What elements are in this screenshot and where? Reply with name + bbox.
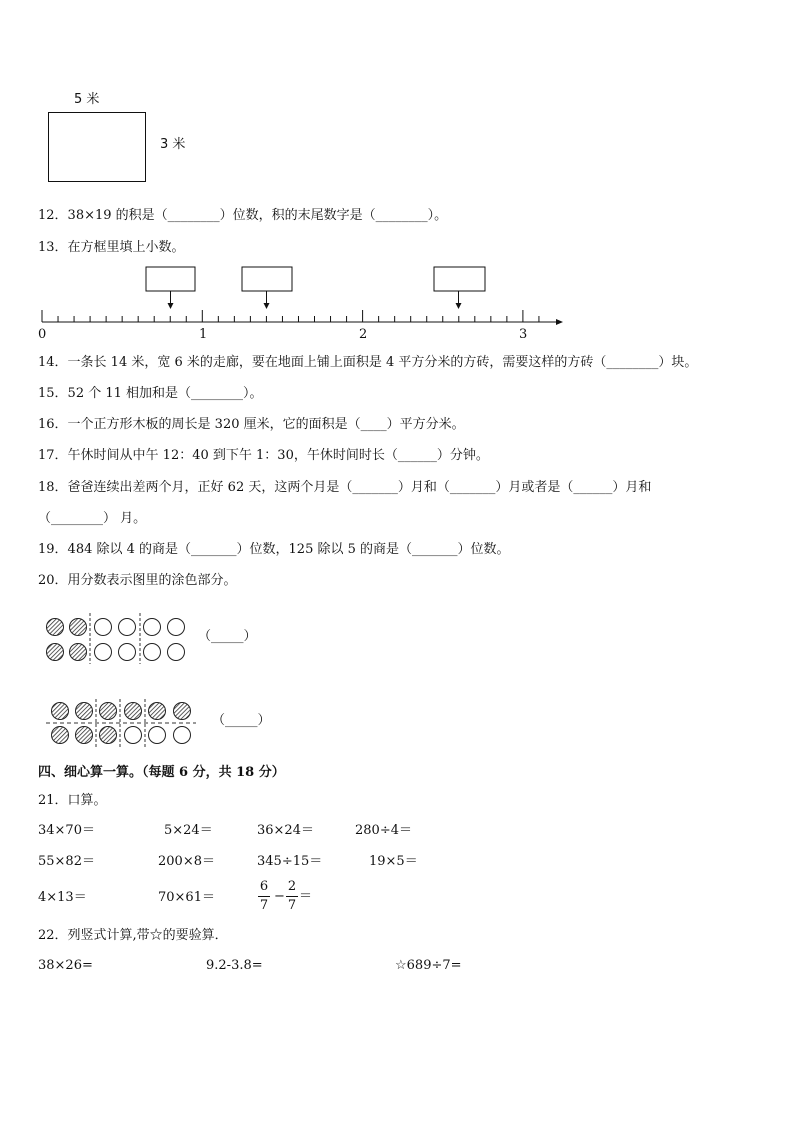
- oral-calc-9: 4×13＝: [38, 890, 87, 905]
- question-19: 19．484 除以 4 的商是（_______）位数，125 除以 5 的商是（_______）位数。: [38, 542, 510, 557]
- question-22: 22．列竖式计算,带☆的要验算．: [38, 928, 228, 943]
- empty-circle: [144, 644, 161, 661]
- oral-calc-3: 36×24＝: [257, 823, 314, 838]
- fraction-1-denominator: 7: [259, 898, 269, 913]
- empty-circle: [168, 644, 185, 661]
- shaded-circle: [100, 703, 117, 720]
- question-17: 17．午休时间从中午 12：40 到下午 1：30，午休时间时长（______）分钟。: [38, 448, 489, 463]
- question-12: 12．38×19 的积是（________）位数，积的末尾数字是（________）。: [38, 208, 448, 223]
- question-20: 20．用分数表示图里的涂色部分。: [38, 573, 237, 588]
- circle-answer-2[interactable]: （_____）: [212, 713, 271, 728]
- empty-circle: [149, 727, 166, 744]
- shaded-circle: [47, 644, 64, 661]
- shaded-circle: [125, 703, 142, 720]
- fraction-2-numerator: 2: [287, 879, 297, 894]
- empty-circle: [119, 619, 136, 636]
- shaded-circle: [149, 703, 166, 720]
- question-14: 14．一条长 14 米，宽 6 米的走廊，要在地面上铺上面积是 4 平方分米的方砖，需要这样的方砖（________）块。: [38, 355, 698, 370]
- axis-label-3: 3: [519, 327, 528, 342]
- question-15: 15．52 个 11 相加和是（________）。: [38, 386, 263, 401]
- fraction-1-numerator: 6: [259, 879, 269, 894]
- oral-calc-7: 345÷15＝: [257, 854, 323, 869]
- section-4-heading: 四、细心算一算。（每题 6 分，共 18 分）: [38, 765, 285, 780]
- empty-circle: [168, 619, 185, 636]
- shaded-circle: [70, 644, 87, 661]
- question-18-line-2: （________） 月。: [38, 511, 147, 526]
- axis-label-0: 0: [38, 327, 47, 342]
- vertical-calc-2: 9.2-3.8=: [206, 958, 263, 973]
- question-16: 16．一个正方形木板的周长是 320 厘米，它的面积是（____）平方分米。: [38, 417, 465, 432]
- oral-calc-10: 70×61＝: [158, 890, 215, 905]
- vertical-calc-1: 38×26=: [38, 958, 93, 973]
- shaded-circle: [70, 619, 87, 636]
- question-18-line-1: 18．爸爸连续出差两个月，正好 62 天，这两个月是（_______）月和（_______）月或者是（______）月和: [38, 480, 652, 495]
- circle-answer-1[interactable]: （_____）: [198, 629, 257, 644]
- rect-side-label: 3 米: [160, 137, 186, 152]
- fraction-2-bar: [286, 896, 298, 897]
- empty-circle: [95, 644, 112, 661]
- oral-calc-8: 19×5＝: [369, 854, 418, 869]
- rect-top-label: 5 米: [74, 92, 100, 107]
- shaded-circle: [76, 703, 93, 720]
- shaded-circle: [47, 619, 64, 636]
- shaded-circle: [52, 727, 69, 744]
- oral-calc-5: 55×82＝: [38, 854, 95, 869]
- shaded-circle: [76, 727, 93, 744]
- empty-circle: [125, 727, 142, 744]
- axis-label-2: 2: [359, 327, 368, 342]
- minus-sign: −: [274, 889, 285, 904]
- shaded-circle: [100, 727, 117, 744]
- empty-circle: [174, 727, 191, 744]
- shaded-circle: [52, 703, 69, 720]
- question-13: 13．在方框里填上小数。: [38, 240, 185, 255]
- empty-circle: [95, 619, 112, 636]
- fraction-1-bar: [258, 896, 270, 897]
- vertical-calc-3: ☆689÷7=: [395, 958, 462, 973]
- oral-calc-4: 280÷4＝: [355, 823, 412, 838]
- shaded-circle: [174, 703, 191, 720]
- equals-sign: ＝: [299, 889, 313, 904]
- oral-calc-2: 5×24＝: [164, 823, 213, 838]
- empty-circle: [119, 644, 136, 661]
- oral-calc-6: 200×8＝: [158, 854, 215, 869]
- oral-calc-1: 34×70＝: [38, 823, 95, 838]
- fraction-2-denominator: 7: [287, 898, 297, 913]
- axis-label-1: 1: [199, 327, 208, 342]
- question-21: 21．口算。: [38, 793, 107, 808]
- empty-circle: [144, 619, 161, 636]
